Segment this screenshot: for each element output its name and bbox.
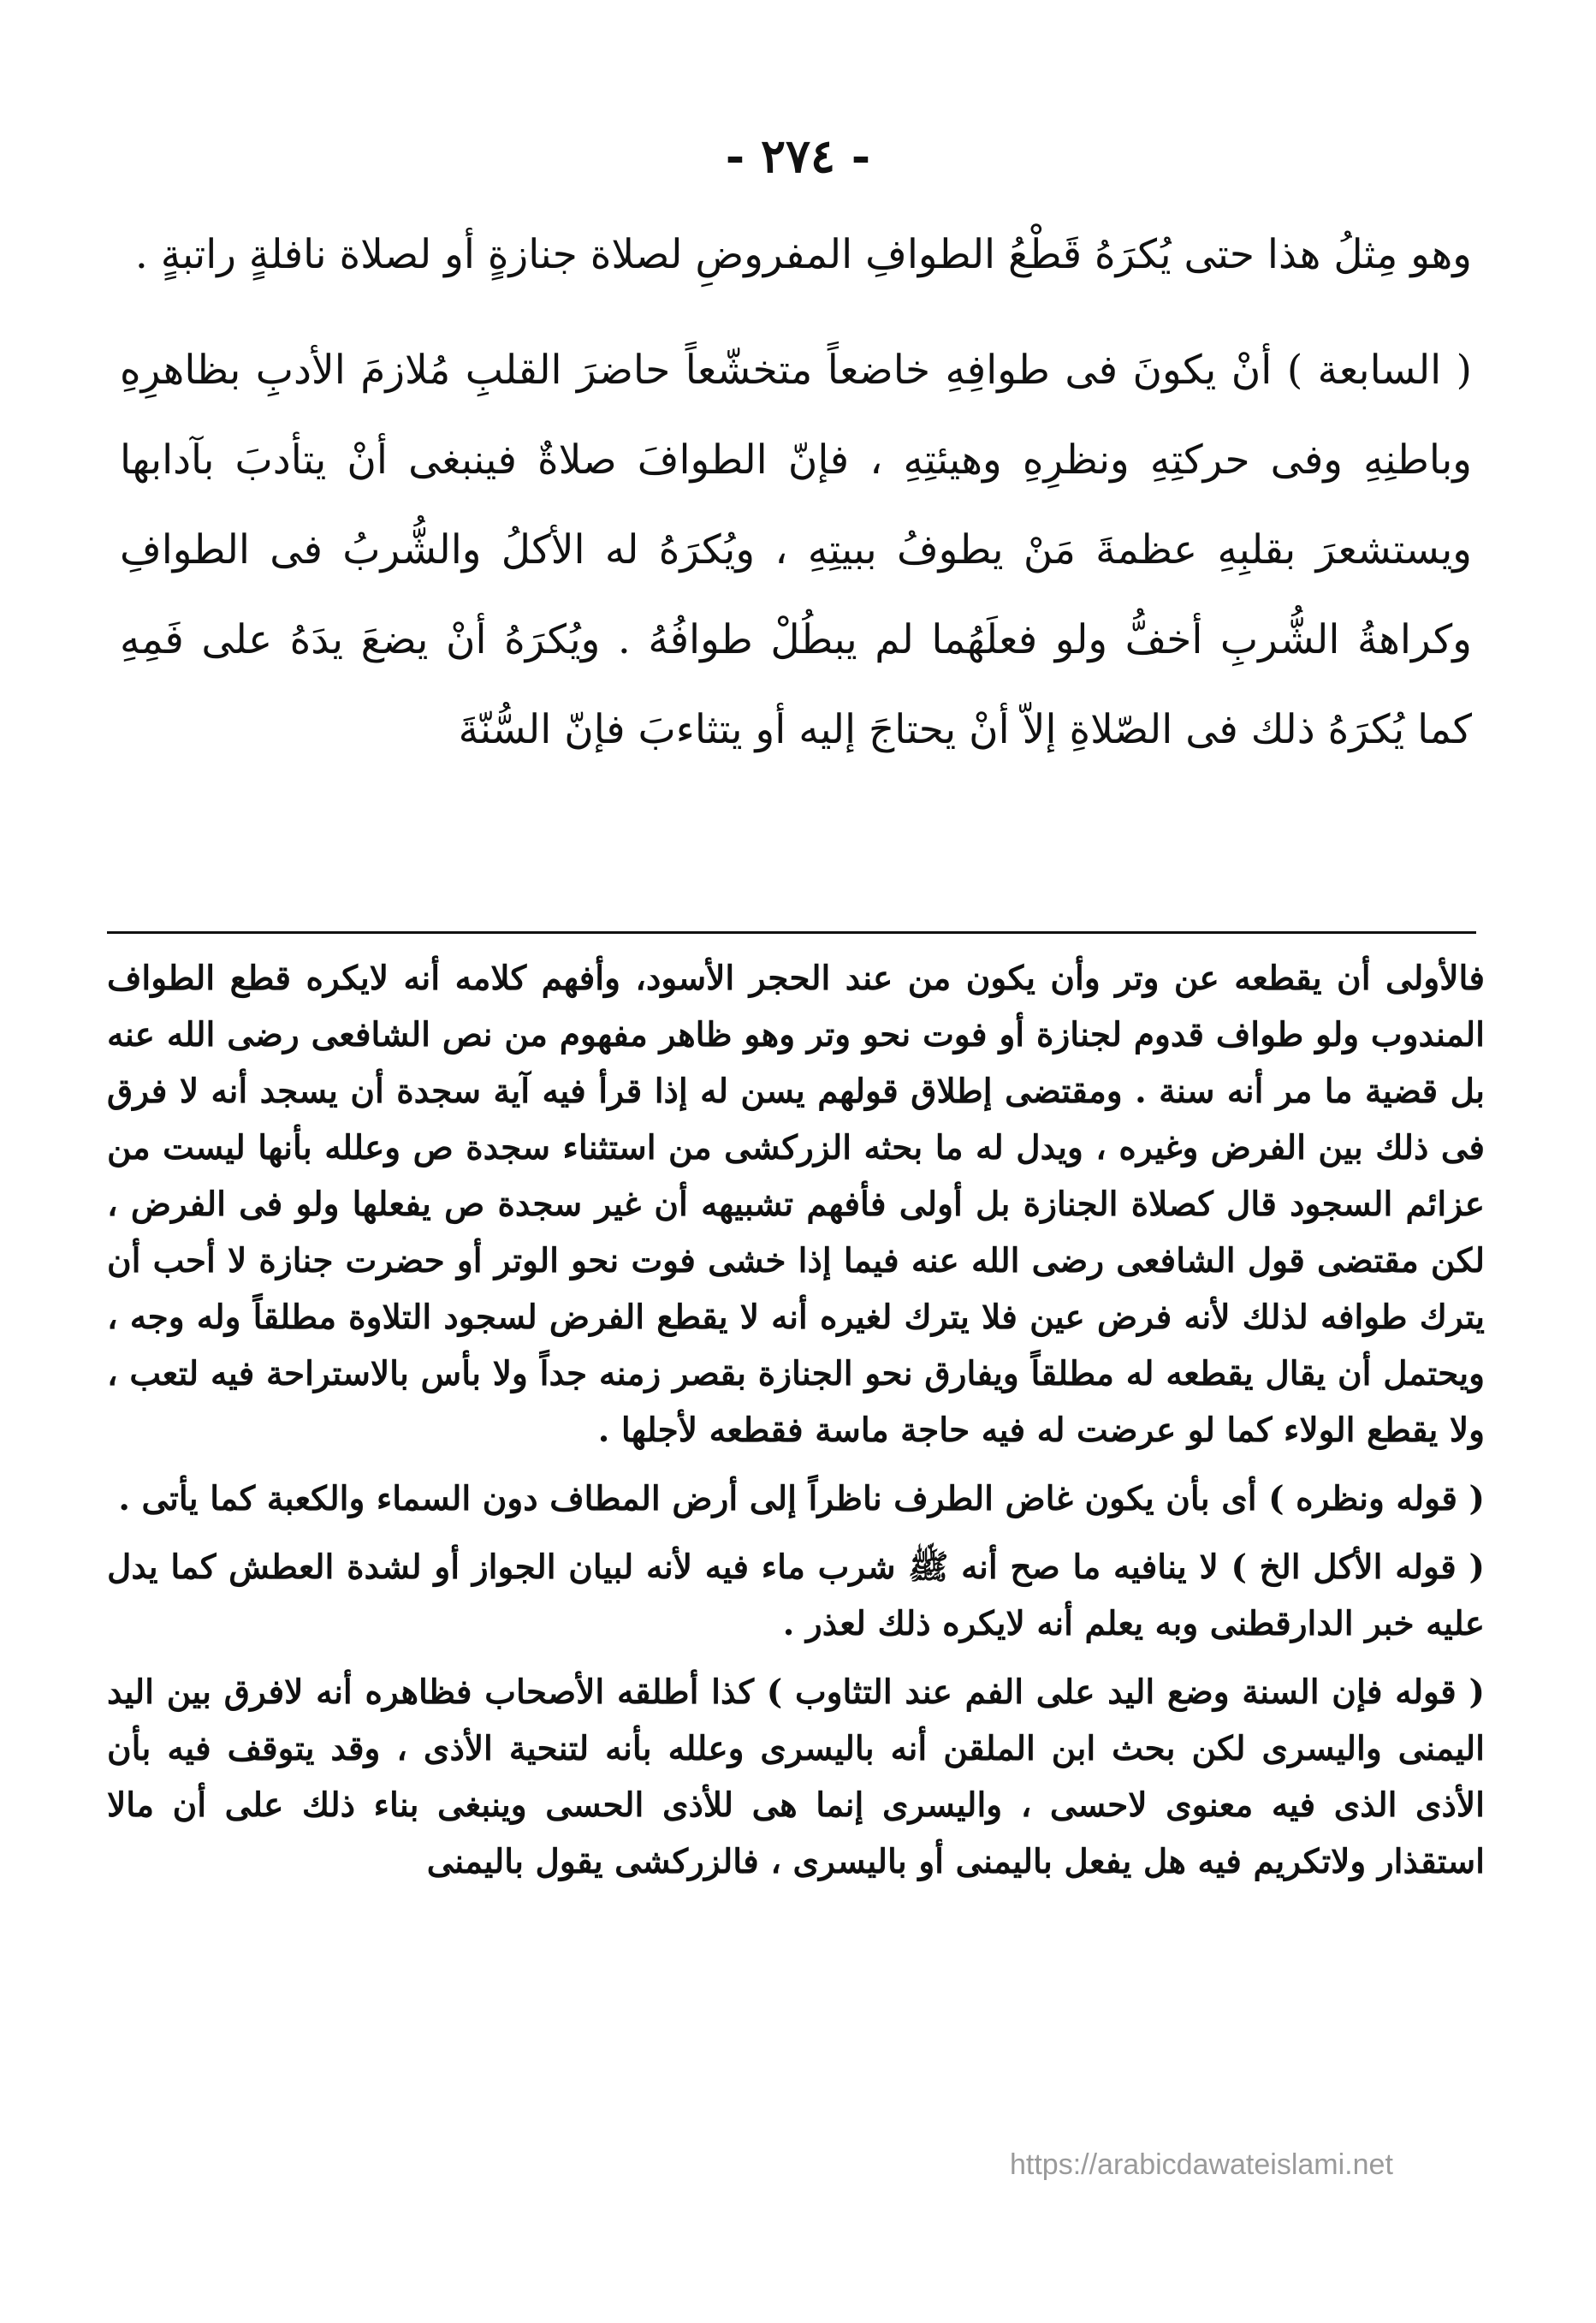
main-paragraph: وهو مِثلُ هذا حتى يُكرَهُ قَطْعُ الطوافِ المفروضِ لصلاة جنازةٍ أو لصلاة نافلةٍ راتبةٍ . (134, 231, 1472, 278)
commentary-paragraph: ( قوله الأكل الخ ) لا ينافيه ما صح أنه ﷺ شرب ماء فيه لأنه لبيان الجواز أو لشدة العطش كما يدل عليه خبر الدارقطنى وبه يعلم أنه لايكره ذلك لعذر . (107, 1548, 1485, 1643)
main-text (120, 210, 1472, 775)
section-divider (107, 931, 1476, 934)
commentary-paragraph: ( قوله فإن السنة وضع اليد على الفم عند التثاوب ) كذا أطلقه الأصحاب فظاهره أنه لافرق بين اليد اليمنى واليسرى لكن بحث ابن الملقن أنه باليسرى وعلله بأنه لتنحية الأذى ، وقد يتوقف فيه بأن الأذى الذى فيه معنوى لاحسى ، واليسرى إنما هى للأذى الحسى وينبغى بناء ذلك على أن مالا استقذار ولاتكريم فيه هل يفعل باليمنى أو باليسرى ، فالزركشى يقول باليمنى (107, 1672, 1485, 1881)
commentary-paragraph: ( قوله ونظره ) أى بأن يكون غاض الطرف ناظراً إلى أرض المطاف دون السماء والكعبة كما يأتى . (118, 1479, 1485, 1518)
commentary-text (107, 950, 1485, 1902)
watermark-url: https://arabicdawateislami.net (1010, 2148, 1393, 2181)
page-number: - ٢٧٤ - (725, 128, 871, 183)
commentary-paragraph: فالأولى أن يقطعه عن وتر وأن يكون من عند الحجر الأسود، وأفهم كلامه أنه لايكره قطع الطواف المندوب ولو طواف قدوم لجنازة أو فوت نحو وتر وهو ظاهر مفهوم من نص الشافعى رضى الله عنه بل قضية ما مر أنه سنة . ومقتضى إطلاق قولهم يسن له إذا قرأ فيه آية سجدة أن يسجد أنه لا فرق فى ذلك بين الفرض وغيره ، ويدل له ما بحثه الزركشى من استثناء سجدة ص وعلله بأنها ليست من عزائم السجود قال كصلاة الجنازة بل أولى فأفهم تشبيهه أن غير سجدة ص يفعلها ولو فى الفرض ، لكن مقتضى قول الشافعى رضى الله عنه فيما إذا خشى فوت نحو الوتر أو حضرت جنازة لا أحب أن يترك طوافه لذلك لأنه فرض عين فلا يترك لغيره أنه لا يقطع الفرض لسجود التلاوة مطلقاً وله وجه ، ويحتمل أن يقال يقطعه له مطلقاً ويفارق نحو الجنازة بقصر زمنه جداً ولا بأس بالاستراحة فيه لتعب ، ولا يقطع الولاء كما لو عرضت له فيه حاجة ماسة فقطعه لأجلها . (107, 959, 1486, 1450)
main-paragraph: ( السابعة ) أنْ يكونَ فى طوافِهِ خاضعاً متخشّعاً حاضرَ القلبِ مُلازمَ الأدبِ بظاهرِهِ وباطنِهِ وفى حركتِهِ ونظرِهِ وهيئتِهِ ، فإنّ الطوافَ صلاةٌ فينبغى أنْ يتأدبَ بآدابها ويستشعرَ بقلبِهِ عظمةَ مَنْ يطوفُ ببيتِهِ ، ويُكرَهُ له الأكلُ والشُّربُ فى الطوافِ وكراهةُ الشُّربِ أخفُّ ولو فعلَهُما لم يبطُلْ طوافُهُ . ويُكرَهُ أنْ يضعَ يدَهُ على فَمِهِ كما يُكرَهُ ذلك فى الصّلاةِ إلاّ أنْ يحتاجَ إليه أو يتثاءبَ فإنّ السُّنّةَ (120, 347, 1472, 753)
